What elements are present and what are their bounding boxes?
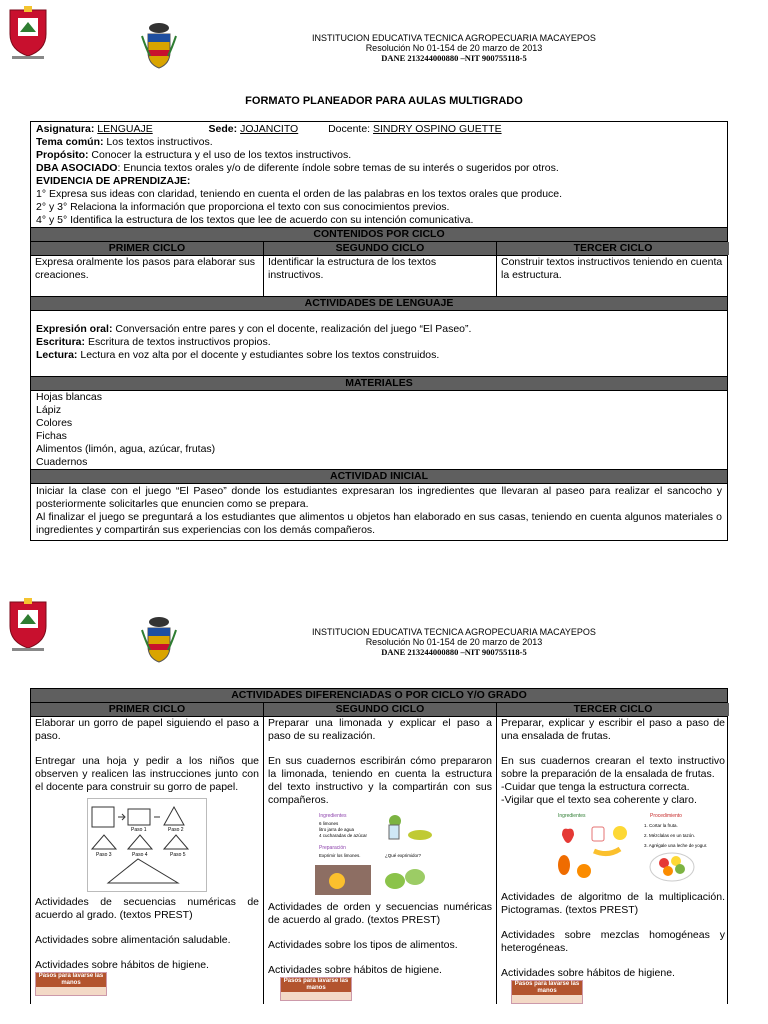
material-item: Colores — [36, 417, 73, 429]
contenido-ciclo-1: Expresa oralmente los pasos para elaborar sus creaciones. — [31, 256, 264, 296]
evidencia-label: EVIDENCIA DE APRENDIZAJE: — [36, 175, 191, 187]
colombia-coat-of-arms-icon — [140, 22, 178, 70]
paso-label: Paso 5 — [170, 852, 186, 858]
lemonade-recipe-image — [315, 811, 445, 897]
lemonade-recipe-icon — [315, 811, 445, 897]
col1-p1: Elaborar un gorro de papel siguiendo el paso a paso. — [35, 717, 259, 742]
evidencia-3: 4° y 5° Identifica la estructura de los textos que lee de acuerdo con su intención comunicativa. — [36, 214, 474, 226]
actividades-lenguaje-header: ACTIVIDADES DE LENGUAJE — [31, 296, 727, 311]
asignatura-row — [36, 123, 722, 136]
col2-p4: Actividades sobre los tipos de alimentos. — [268, 939, 458, 951]
col3-p1: Preparar, explicar y escribir el paso a paso de una ensalada de frutas. — [501, 717, 725, 742]
paso-label: Paso 2 — [168, 827, 184, 833]
evidencia-1: 1° Expresa sus ideas con claridad, teniendo en cuenta el orden de las palabras en los textos orales que produce. — [36, 188, 563, 200]
col3-p2c: -Vigilar que el texto sea coherente y claro. — [501, 794, 697, 806]
lemonade-item: 6 limones — [319, 821, 339, 826]
col3-p4: Actividades sobre mezclas homogéneas y heterogéneas. — [501, 929, 725, 954]
contenido-ciclo-3: Construir textos instructivos teniendo en cuenta la estructura. — [501, 256, 723, 281]
handwashing-image — [35, 972, 107, 996]
escritura-row — [36, 336, 722, 349]
material-item: Alimentos (limón, agua, azúcar, frutas) — [36, 443, 216, 455]
ciclo-3-column — [497, 717, 729, 1004]
lectura-row — [36, 349, 722, 362]
cycle-headers-2 — [31, 703, 727, 716]
paso-label: Paso 1 — [131, 827, 147, 833]
oral-row — [36, 323, 722, 336]
fruit-step: 1. Cortar la fruta. — [644, 823, 678, 828]
col1-p3: Actividades de secuencias numéricas de acuerdo al grado. (textos PREST) — [35, 896, 259, 921]
material-item: Fichas — [36, 430, 67, 442]
actividad-inicial-p1: Iniciar la clase con el juego “El Paseo” donde los estudiantes expresaran los ingredientes que llevaran al paseo para realizar el sancocho y posteriormente solicitarles que enuncien como se prepara. — [36, 485, 722, 510]
proposito-label: Propósito: — [36, 149, 89, 161]
document-header-2 — [0, 590, 768, 670]
institution-name: INSTITUCION EDUCATIVA TECNICA AGROPECUARIA MACAYEPOS — [312, 33, 596, 43]
actividad-inicial-section — [31, 484, 727, 540]
material-item: Hojas blancas — [36, 391, 102, 403]
actividad-inicial-p2: Al finalizar el juego se preguntará a los estudiantes que alimentos u objetos han elaborado en sus casas, teniendo en cuenta algunos materiales o ingredientes y compartirán sus experiencias con los demás compañeros. — [36, 511, 722, 536]
sede-value: JOJANCITO — [240, 123, 299, 135]
school-shield-logo — [6, 4, 50, 60]
dane-nit-text: DANE 213244000880 –NIT 900755118-5 — [381, 53, 527, 63]
dba-label: DBA ASOCIADO — [36, 162, 118, 174]
col1-p5: Actividades sobre hábitos de higiene. — [35, 959, 209, 971]
paso-label: Paso 4 — [132, 852, 148, 858]
fruit-salad-image — [528, 811, 708, 887]
fruit-step: 2. Mézclalas en un tazón. — [644, 833, 696, 838]
col3-p2b: -Cuidar que tenga la estructura correcta. — [501, 781, 690, 793]
fruit-salad-icon — [528, 811, 708, 887]
institution-name: INSTITUCION EDUCATIVA TECNICA AGROPECUARIA MACAYEPOS — [312, 627, 596, 637]
materiales-list — [31, 391, 727, 469]
lemonade-item: 4 cucharadas de azúcar — [319, 833, 368, 838]
handwashing-image — [280, 977, 352, 1001]
handwashing-caption: Pasos para lavarse las manos — [36, 973, 106, 987]
contenido-ciclo-2: Identificar la estructura de los textos instructivos. — [264, 256, 497, 296]
ciclo-1-column — [31, 717, 264, 1004]
contenidos-header: CONTENIDOS POR CICLO — [31, 227, 727, 242]
lectura-value: Lectura en voz alta por el docente y estudiantes sobre los textos construidos. — [80, 349, 440, 361]
tema-value: Los textos instructivos. — [106, 136, 213, 148]
resolution-text: Resolución No 01-154 de 20 marzo de 2013 — [365, 637, 543, 647]
diferenciadas-row — [31, 716, 727, 1004]
col2-p1: Preparar una limonada y explicar el paso a paso de su realización. — [268, 717, 492, 742]
cycle-header-2: SEGUNDO CICLO — [264, 703, 497, 716]
paso-label: Paso 3 — [96, 852, 112, 858]
document-header — [0, 0, 768, 80]
actividades-lenguaje-section — [31, 311, 727, 376]
lemonade-question: ¿Qué exprimidor? — [385, 853, 422, 858]
cycle-header-1: PRIMER CICLO — [31, 242, 264, 255]
school-shield-logo — [6, 596, 50, 652]
resolution-text: Resolución No 01-154 de 20 marzo de 2013 — [365, 43, 543, 53]
institution-heading — [180, 627, 728, 657]
lemonade-step: Exprimir los limones. — [319, 853, 361, 858]
asignatura-label: Asignatura: — [36, 123, 95, 135]
cycle-headers — [31, 242, 727, 255]
fruit-procedimiento-label: Procedimiento — [650, 813, 682, 819]
col1-p2: Entregar una hoja y pedir a los niños que observen y realicen las instrucciones junto con el docente para construir su gorro de papel. — [35, 755, 259, 793]
dane-nit-text: DANE 213244000880 –NIT 900755118-5 — [381, 647, 527, 657]
cycle-header-2: SEGUNDO CICLO — [264, 242, 497, 255]
material-item: Lápiz — [36, 404, 62, 416]
form-title: FORMATO PLANEADOR PARA AULAS MULTIGRADO — [245, 95, 523, 107]
proposito-value: Conocer la estructura y el uso de los textos instructivos. — [91, 149, 352, 161]
dba-value: : Enuncia textos orales y/o de diferente índole sobre temas de su interés o sugeridos por otros. — [117, 162, 559, 174]
col3-p5: Actividades sobre hábitos de higiene. — [501, 967, 675, 979]
handwashing-image — [511, 980, 583, 1004]
diferenciadas-header: ACTIVIDADES DIFERENCIADAS O POR CICLO Y/O GRADO — [31, 689, 727, 703]
diferenciadas-table — [30, 688, 728, 1004]
col1-p4: Actividades sobre alimentación saludable. — [35, 934, 231, 946]
contenidos-row — [31, 255, 727, 296]
col2-p2: En sus cuadernos escribirán cómo prepararon la limonada, teniendo en cuenta la estructura del texto instructivo y la compartirán con sus compañeros. — [268, 755, 492, 806]
col2-p3: Actividades de orden y secuencias numéricas de acuerdo al grado. (textos PREST) — [268, 901, 492, 926]
cycle-header-3: TERCER CICLO — [497, 703, 729, 716]
handwashing-caption: Pasos para lavarse las manos — [281, 978, 351, 992]
asignatura-value: LENGUAJE — [97, 123, 153, 135]
col2-p5: Actividades sobre hábitos de higiene. — [268, 964, 442, 976]
paper-hat-steps-image — [87, 798, 207, 892]
lemonade-item: litro jarra de agua — [319, 827, 355, 832]
fruit-step: 3. Agrégale una leche de yogur. — [644, 843, 708, 848]
ciclo-2-column — [264, 717, 497, 1004]
escritura-value: Escritura de textos instructivos propios. — [87, 336, 271, 348]
lemonade-preparacion-label: Preparación — [319, 845, 346, 851]
escritura-label: Escritura: — [36, 336, 86, 348]
fruit-ingredientes-label: Ingredientes — [558, 813, 586, 819]
actividad-inicial-header: ACTIVIDAD INICIAL — [31, 469, 727, 484]
material-item: Cuadernos — [36, 456, 88, 468]
docente-value: SINDRY OSPINO GUETTE — [373, 123, 502, 135]
lectura-label: Lectura: — [36, 349, 78, 361]
cycle-header-1: PRIMER CICLO — [31, 703, 264, 716]
planner-table — [30, 121, 728, 541]
col3-p3: Actividades de algoritmo de la multiplicación. Pictogramas. (textos PREST) — [501, 891, 725, 916]
col3-p2: En sus cuadernos crearan el texto instructivo sobre la preparación de la ensalada de frutas. — [501, 755, 725, 780]
cycle-header-3: TERCER CICLO — [497, 242, 729, 255]
tema-row — [36, 136, 722, 149]
materiales-header: MATERIALES — [31, 376, 727, 391]
docente-label: Docente: — [328, 123, 371, 135]
lemonade-ingredientes-label: Ingredientes — [319, 813, 347, 819]
oral-label: Expresión oral: — [36, 323, 113, 335]
sede-label: Sede: — [208, 123, 238, 135]
evidencia-2: 2° y 3° Relaciona la información que proporciona el texto con sus conocimientos previos. — [36, 201, 450, 213]
proposito-row — [36, 149, 722, 162]
institution-heading — [180, 33, 728, 63]
colombia-coat-of-arms-icon — [140, 616, 178, 664]
paper-hat-diagram-icon — [88, 799, 206, 891]
info-section — [31, 122, 727, 227]
tema-label: Tema común: — [36, 136, 104, 148]
handwashing-caption: Pasos para lavarse las manos — [512, 981, 582, 995]
dba-row — [36, 162, 722, 175]
page-2 — [0, 590, 768, 1024]
oral-value: Conversación entre pares y con el docente, realización del juego “El Paseo”. — [115, 323, 472, 335]
